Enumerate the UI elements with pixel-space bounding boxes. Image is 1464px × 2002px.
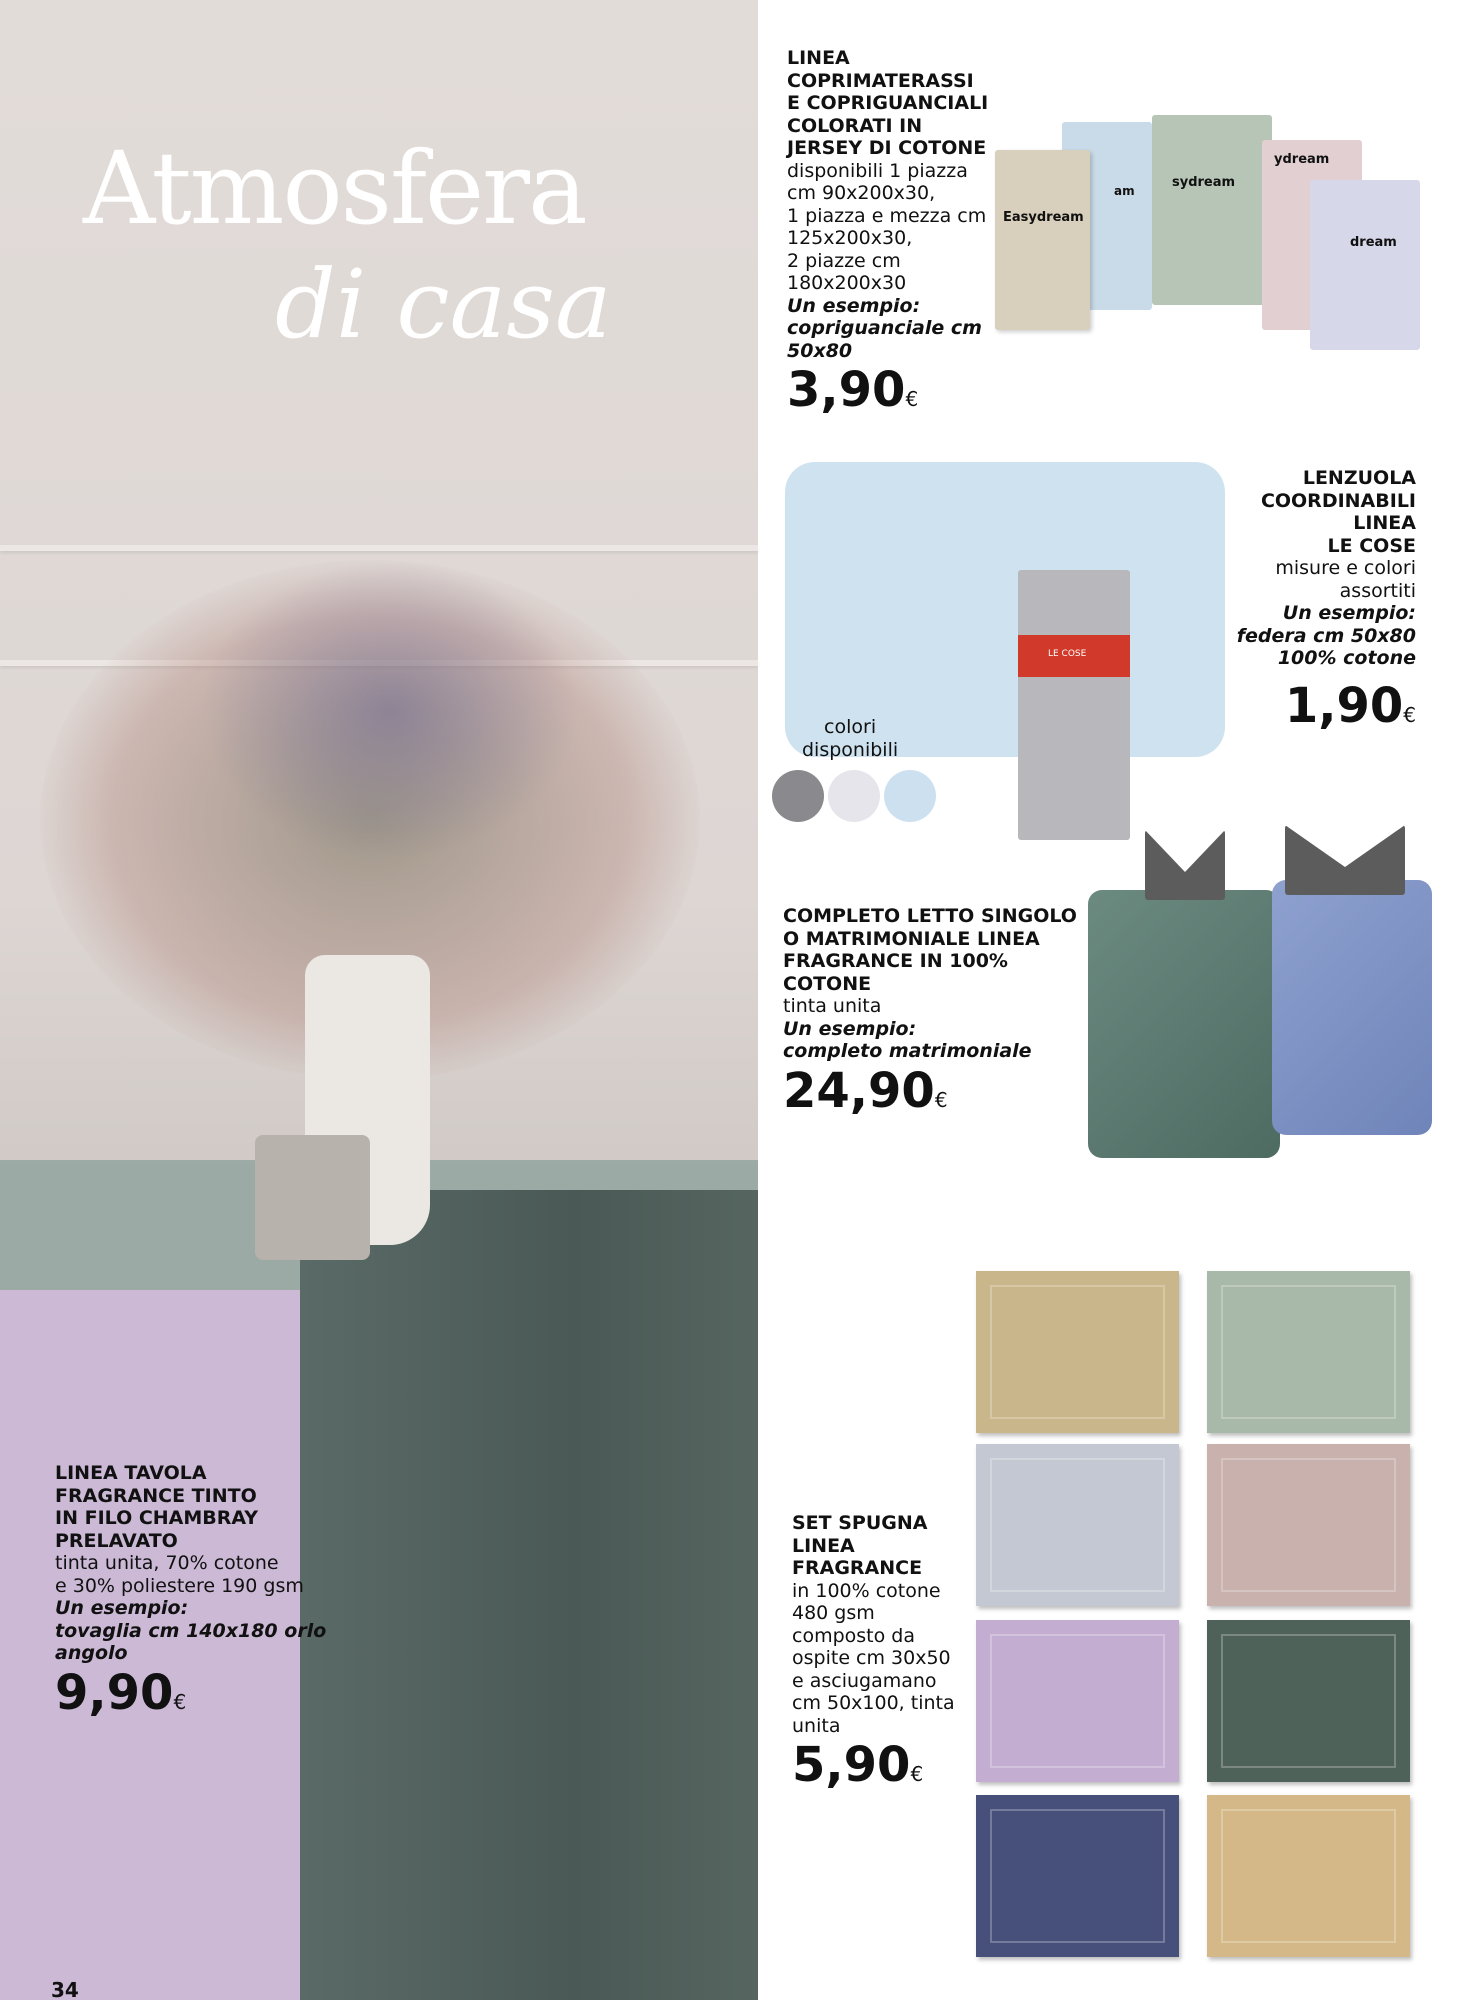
pack-brand-band: LE COSE	[1018, 635, 1130, 677]
price: 9,90€	[55, 1664, 187, 1721]
color-swatch-white	[828, 770, 880, 822]
towel-beige	[976, 1271, 1179, 1433]
product-title: COORDINABILI	[1260, 489, 1416, 512]
product-detail: composto da	[792, 1624, 915, 1647]
product-title: LINEA	[792, 1534, 855, 1557]
product-title: COLORATI IN	[787, 114, 923, 137]
price: 24,90€	[783, 1062, 948, 1119]
example-text: 100% cotone	[1277, 647, 1416, 669]
product-title: E COPRIGUANCIALI	[787, 92, 989, 114]
page-title: Atmosfera	[83, 130, 586, 247]
example-label: Un esempio:	[55, 1597, 189, 1619]
price: 3,90€	[787, 362, 919, 418]
example-text: completo matrimoniale	[783, 1040, 1032, 1062]
pack-brand: am	[1114, 184, 1135, 198]
product-title: JERSEY DI COTONE	[787, 137, 987, 159]
ribbon	[1145, 830, 1225, 900]
towel-green	[1207, 1620, 1410, 1782]
example-text: angolo	[55, 1642, 128, 1664]
product-detail: 180x200x30	[787, 272, 907, 294]
product-detail: 480 gsm	[792, 1602, 875, 1624]
product-detail: in 100% cotone	[792, 1579, 941, 1602]
green-bag	[1088, 890, 1280, 1158]
product-title: LINEA	[1353, 512, 1416, 534]
product-title: IN FILO CHAMBRAY	[55, 1507, 259, 1529]
example-text: copriguanciale cm	[787, 317, 982, 339]
product-title: FRAGRANCE	[792, 1557, 923, 1579]
product-title: O MATRIMONIALE LINEA	[783, 927, 1040, 950]
pot	[255, 1135, 370, 1260]
product-title: LENZUOLA	[1302, 467, 1416, 489]
product-detail: cm 90x200x30,	[787, 182, 936, 204]
product-completo-letto	[783, 905, 1077, 1128]
pack	[1310, 180, 1420, 350]
product-title: COTONE	[783, 972, 872, 995]
example-text: federa cm 50x80	[1236, 624, 1416, 647]
product-detail: assortiti	[1339, 579, 1416, 602]
towel-navy	[976, 1795, 1179, 1957]
colors-label: colori disponibili	[802, 716, 899, 761]
product-title: LINEA TAVOLA	[55, 1462, 207, 1484]
example-text: 50x80	[787, 339, 853, 362]
towel-sage	[1207, 1271, 1410, 1433]
pack	[1152, 115, 1272, 305]
product-title: SET SPUGNA	[792, 1512, 928, 1534]
pack-brand: dream	[1350, 235, 1397, 250]
product-detail: 125x200x30,	[787, 227, 913, 249]
table-runner	[300, 1190, 758, 2000]
pack	[995, 150, 1090, 330]
product-detail: unita	[792, 1714, 841, 1737]
product-detail: misure e colori	[1275, 557, 1416, 579]
page-subtitle: di casa	[275, 250, 612, 360]
towel-sand	[1207, 1795, 1410, 1957]
product-title: PRELAVATO	[55, 1529, 178, 1552]
product-lenzuola	[1237, 467, 1416, 743]
product-title: COPRIMATERASSI	[787, 69, 974, 92]
color-swatch-grey	[772, 770, 824, 822]
product-coprimaterassi	[787, 47, 988, 427]
product-set-spugna	[792, 1512, 955, 1802]
product-title: LINEA	[787, 47, 850, 69]
price: 1,90€	[1284, 677, 1416, 734]
product-detail: e 30% poliestere 190 gsm	[55, 1574, 304, 1597]
lavender-flowers	[200, 560, 580, 860]
pack-brand: sydream	[1172, 175, 1236, 190]
towel-lilac	[976, 1620, 1179, 1782]
product-detail: tinta unita, 70% cotone	[55, 1552, 279, 1574]
example-label: Un esempio:	[1282, 602, 1416, 624]
product-detail: cm 50x100, tinta	[792, 1692, 955, 1714]
blue-bag	[1272, 880, 1432, 1135]
product-detail: ospite cm 30x50	[792, 1647, 951, 1669]
pack-brand: Easydream	[1003, 210, 1084, 225]
example-text: tovaglia cm 140x180 orlo	[55, 1619, 327, 1642]
product-linea-tavola	[55, 1462, 326, 1730]
product-detail: 1 piazza e mezza cm	[787, 204, 987, 227]
product-detail: 2 piazze cm	[787, 249, 901, 272]
product-title: COMPLETO LETTO SINGOLO	[783, 905, 1077, 927]
towel-grey	[976, 1444, 1179, 1606]
ribbon	[1285, 825, 1405, 895]
wall-molding	[0, 545, 758, 551]
color-swatch-blue	[884, 770, 936, 822]
pack-brand: ydream	[1274, 152, 1330, 167]
price: 5,90€	[792, 1737, 924, 1793]
product-detail: tinta unita	[783, 995, 882, 1017]
product-title: FRAGRANCE IN 100%	[783, 950, 1008, 972]
sheet-pack	[1018, 570, 1130, 840]
product-detail: e asciugamano	[792, 1669, 937, 1692]
example-label: Un esempio:	[783, 1017, 917, 1040]
towel-pink	[1207, 1444, 1410, 1606]
pillow	[785, 462, 1225, 757]
product-detail: disponibili 1 piazza	[787, 159, 968, 182]
product-title: FRAGRANCE TINTO	[55, 1484, 257, 1507]
example-label: Un esempio:	[787, 294, 921, 317]
page-number: 34	[51, 1978, 79, 2002]
product-title: LE COSE	[1327, 534, 1416, 557]
